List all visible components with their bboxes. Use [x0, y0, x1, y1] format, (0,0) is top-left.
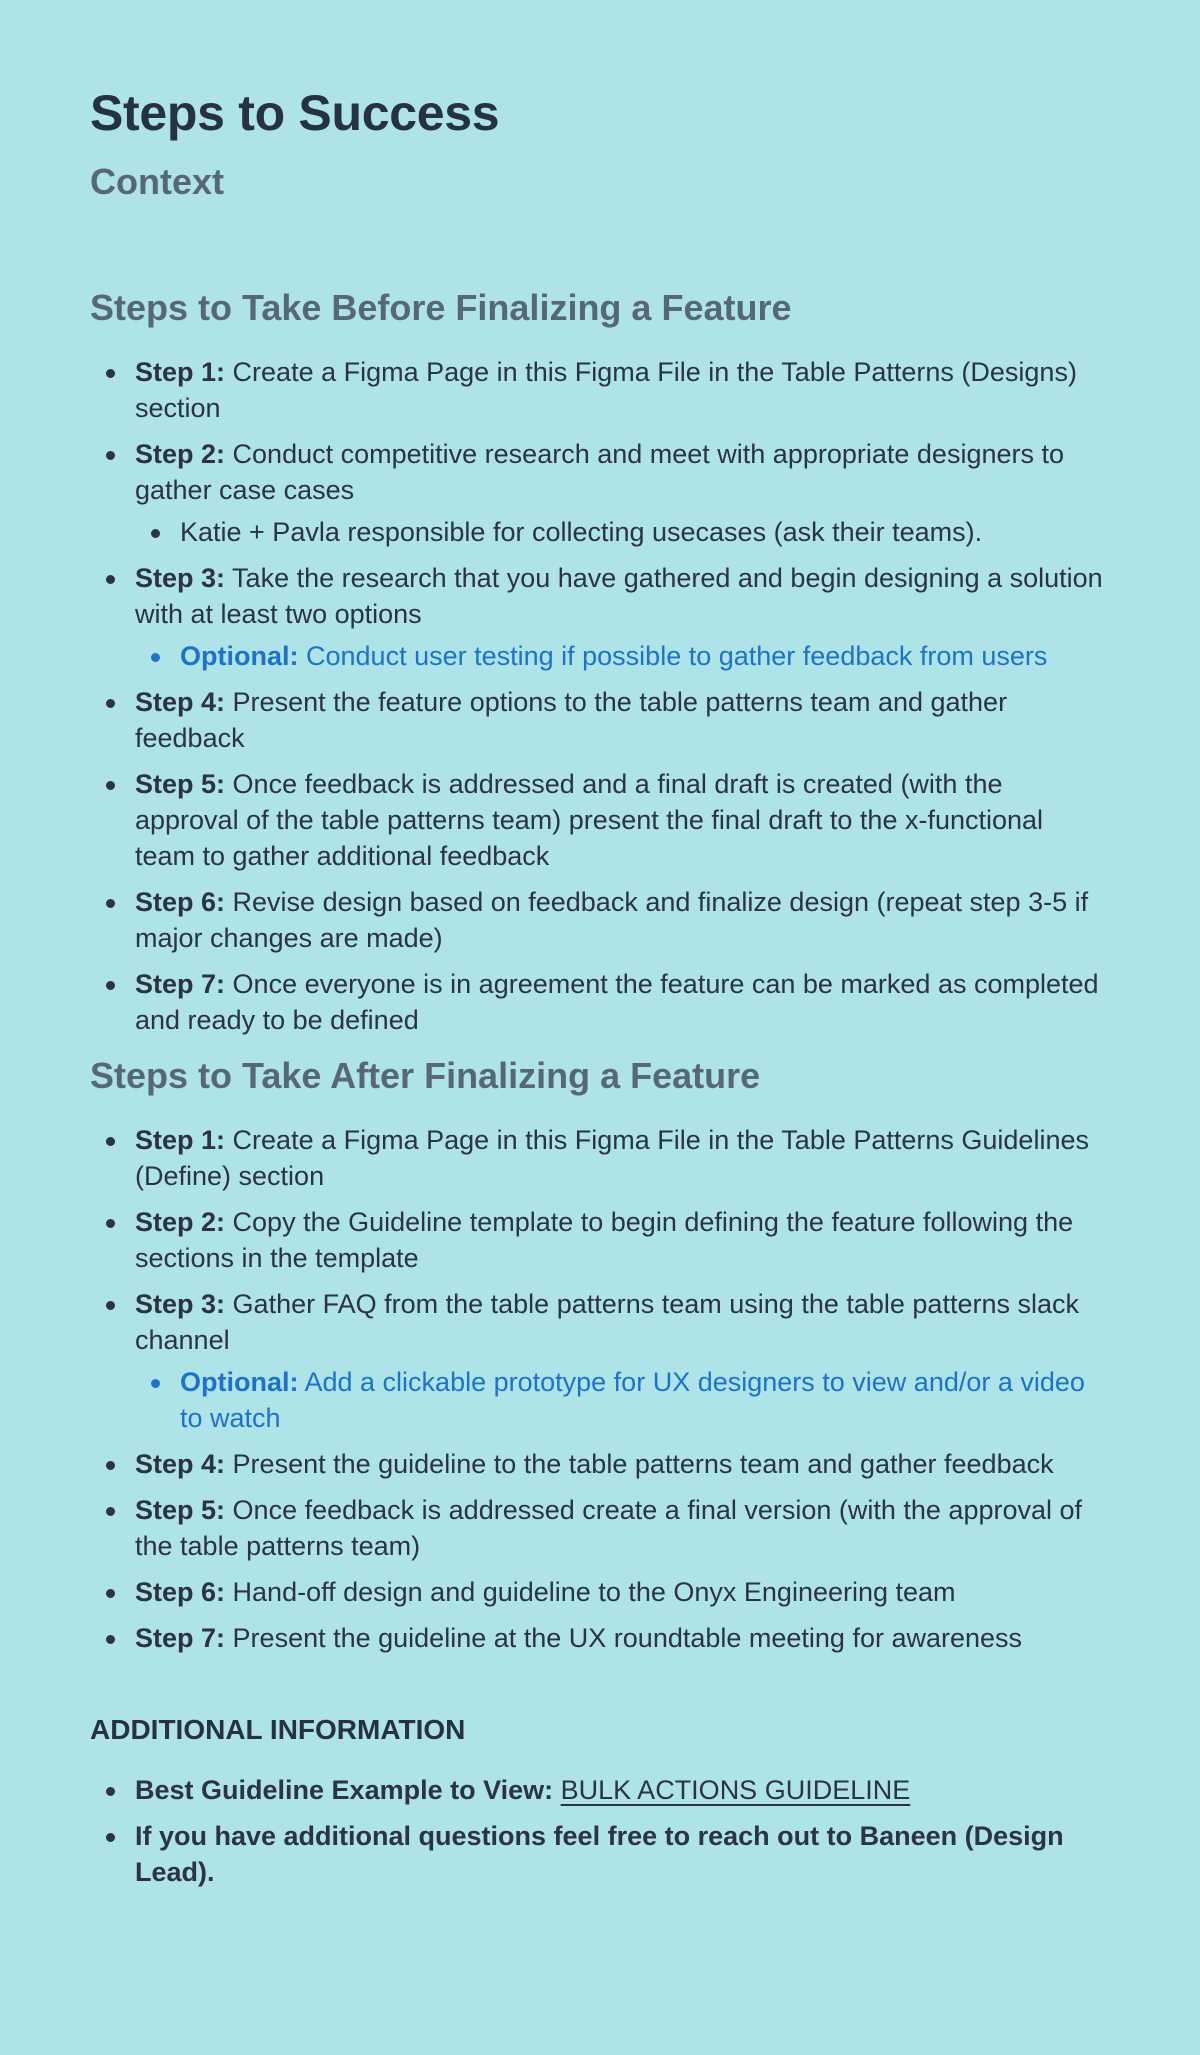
- step-label: Step 5:: [135, 1495, 226, 1525]
- step-text: Present the guideline to the table patterns team and gather feedback: [232, 1449, 1054, 1479]
- after-steps-list: [90, 1122, 1110, 1656]
- before-step-3-sublist: [135, 638, 1110, 674]
- optional-item: [135, 638, 1110, 674]
- after-step-4: [90, 1446, 1110, 1482]
- after-step-1: [90, 1122, 1110, 1194]
- before-step-6: [90, 884, 1110, 956]
- step-text: Copy the Guideline template to begin defining the feature following the sections in the template: [135, 1207, 1074, 1273]
- step-text: Once feedback is addressed create a final version (with the approval of the table patterns team): [135, 1495, 1083, 1561]
- step-text: Present the feature options to the table patterns team and gather feedback: [135, 687, 1008, 753]
- before-steps-list: [90, 354, 1110, 1038]
- additional-info-list: [90, 1772, 1110, 1890]
- step-label: Step 2:: [135, 1207, 226, 1237]
- step-text: Create a Figma Page in this Figma File in the Table Patterns (Designs) section: [135, 357, 1077, 423]
- step-text: Hand-off design and guideline to the Onyx Engineering team: [232, 1577, 956, 1607]
- step-label: Step 4:: [135, 687, 226, 717]
- optional-label: Optional:: [180, 641, 299, 671]
- step-text: Once feedback is addressed and a final draft is created (with the approval of the table patterns team) present the final draft to the x-functional team to gather additional feedback: [135, 769, 1044, 871]
- contact-item: [90, 1818, 1110, 1890]
- after-step-3-sublist: [135, 1364, 1110, 1436]
- additional-info-heading: ADDITIONAL INFORMATION: [90, 1714, 466, 1745]
- step-label: Step 4:: [135, 1449, 226, 1479]
- step-label: Step 2:: [135, 439, 226, 469]
- step-label: Step 7:: [135, 969, 226, 999]
- before-step-1: [90, 354, 1110, 426]
- page-title: Steps to Success: [90, 85, 500, 141]
- optional-item: [135, 1364, 1110, 1436]
- optional-text: Add a clickable prototype for UX designers to view and/or a video to watch: [180, 1367, 1085, 1433]
- optional-text: Conduct user testing if possible to gather feedback from users: [306, 641, 1048, 671]
- sub-item-text: Katie + Pavla responsible for collecting usecases (ask their teams).: [180, 517, 983, 547]
- after-step-3: [90, 1286, 1110, 1436]
- context-heading: Context: [90, 161, 224, 202]
- sub-item: [135, 514, 1110, 550]
- step-text: Gather FAQ from the table patterns team using the table patterns slack channel: [135, 1289, 1079, 1355]
- best-example-label: Best Guideline Example to View:: [135, 1775, 554, 1805]
- before-step-3: [90, 560, 1110, 674]
- step-label: Step 6:: [135, 887, 226, 917]
- before-step-4: [90, 684, 1110, 756]
- after-step-2: [90, 1204, 1110, 1276]
- step-label: Step 1:: [135, 357, 226, 387]
- step-text: Create a Figma Page in this Figma File in the Table Patterns Guidelines (Define) section: [135, 1125, 1089, 1191]
- after-step-7: [90, 1620, 1110, 1656]
- after-step-5: [90, 1492, 1110, 1564]
- step-text: Take the research that you have gathered and begin designing a solution with at least two options: [135, 563, 1103, 629]
- step-label: Step 1:: [135, 1125, 226, 1155]
- step-label: Step 5:: [135, 769, 226, 799]
- before-step-2-sublist: [135, 514, 1110, 550]
- step-label: Step 6:: [135, 1577, 226, 1607]
- before-step-2: [90, 436, 1110, 550]
- optional-label: Optional:: [180, 1367, 299, 1397]
- before-step-5: [90, 766, 1110, 874]
- bulk-actions-guideline-link[interactable]: BULK ACTIONS GUIDELINE: [560, 1775, 911, 1805]
- step-label: Step 3:: [135, 563, 226, 593]
- step-text: Revise design based on feedback and finalize design (repeat step 3-5 if major changes are made): [135, 887, 1089, 953]
- best-example-item: [90, 1772, 1110, 1808]
- before-heading: Steps to Take Before Finalizing a Feature: [90, 287, 792, 328]
- step-label: Step 7:: [135, 1623, 226, 1653]
- step-text: Present the guideline at the UX roundtable meeting for awareness: [232, 1623, 1023, 1653]
- step-text: Once everyone is in agreement the feature can be marked as completed and ready to be defined: [135, 969, 1099, 1035]
- after-step-6: [90, 1574, 1110, 1610]
- after-heading: Steps to Take After Finalizing a Feature: [90, 1055, 761, 1096]
- step-text: Conduct competitive research and meet with appropriate designers to gather case cases: [135, 439, 1064, 505]
- contact-text: If you have additional questions feel free to reach out to Baneen (Design Lead).: [135, 1821, 1064, 1887]
- before-step-7: [90, 966, 1110, 1038]
- step-label: Step 3:: [135, 1289, 226, 1319]
